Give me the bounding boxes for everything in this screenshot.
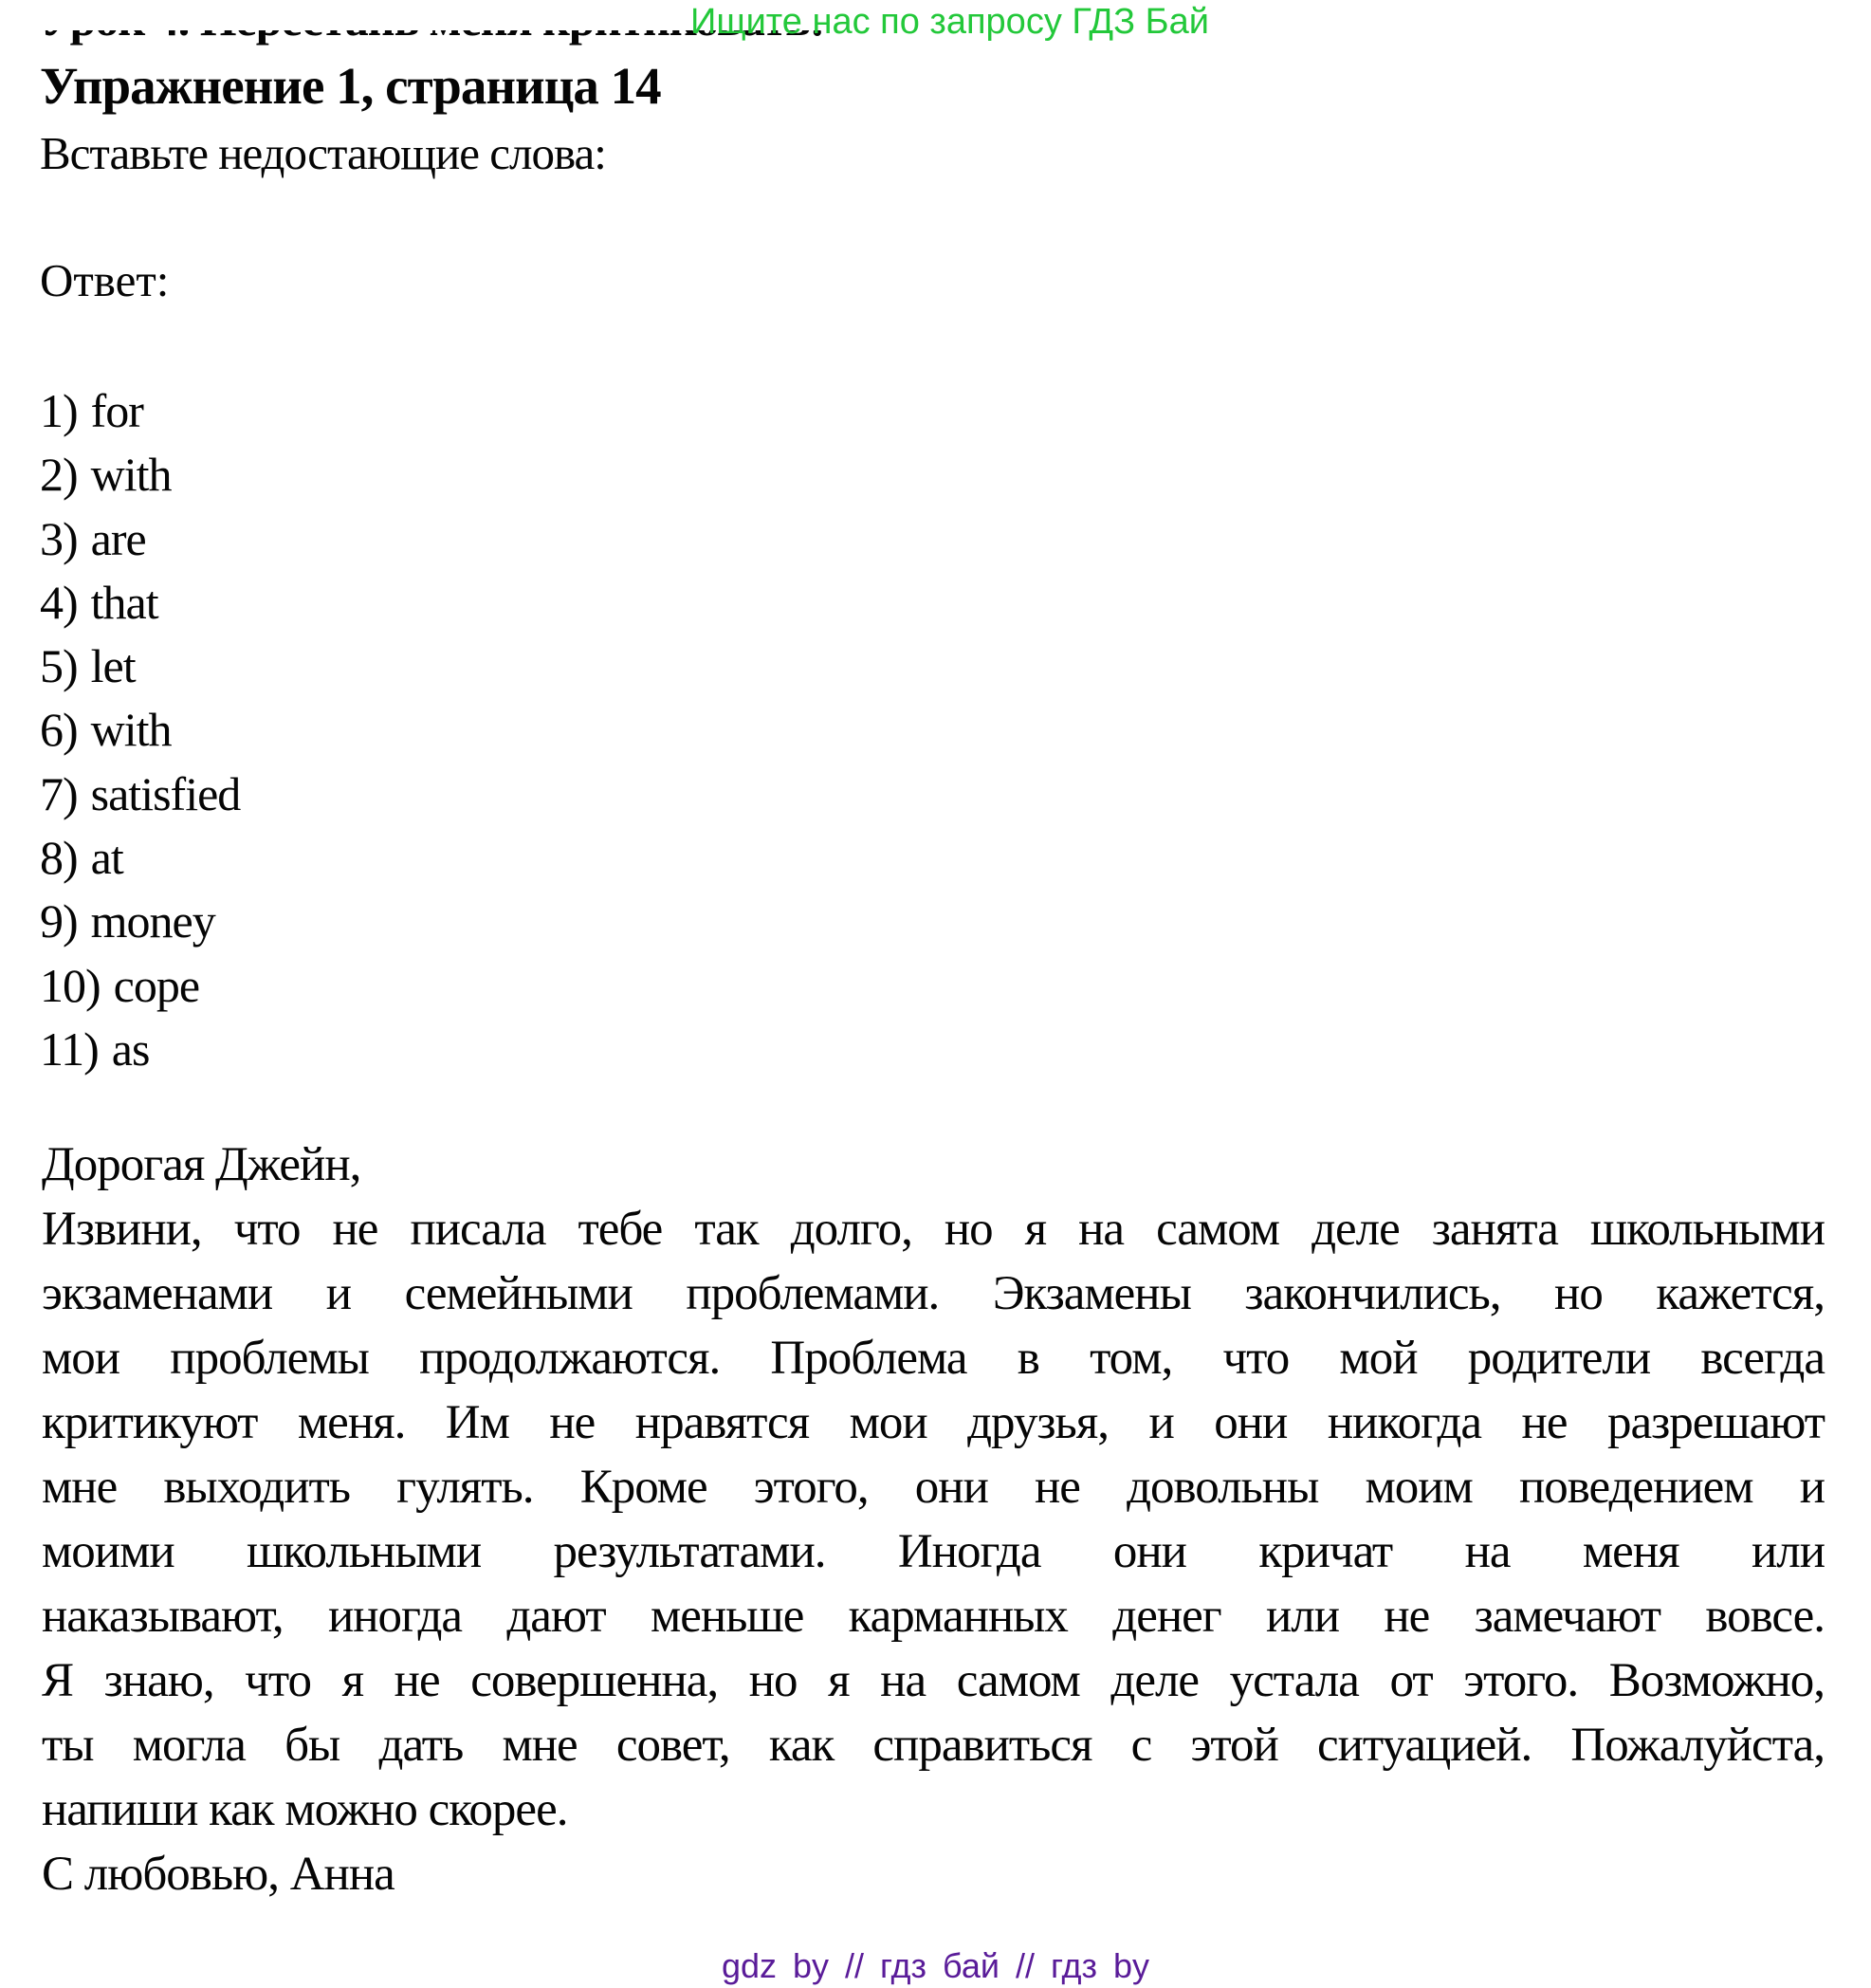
answer-number: 11) (40, 1022, 99, 1076)
answer-item (40, 890, 240, 953)
answer-word: that (90, 575, 158, 629)
letter-salutation: Дорогая Джейн, (42, 1138, 361, 1191)
letter-line: ты могла бы дать мне совет, как справиться с этой ситуацией. Пожалуйста, (42, 1719, 1825, 1772)
answer-item (40, 1018, 240, 1081)
answer-number: 9) (40, 894, 78, 948)
letter-line: Извини, что не писала тебе так долго, но я на самом деле занята школьными (42, 1203, 1825, 1256)
exercise-heading: Упражнение 1, страница 14 (40, 57, 661, 115)
letter-translation (42, 1132, 1825, 1906)
letter-line: напиши как можно скорее. (42, 1783, 568, 1836)
answer-word: as (111, 1022, 150, 1076)
answer-number: 8) (40, 831, 78, 885)
answer-word: cope (113, 958, 200, 1012)
answer-item (40, 763, 240, 826)
letter-body (42, 1197, 1825, 1842)
answer-item (40, 571, 240, 635)
answer-number: 1) (40, 384, 78, 437)
answer-word: satisfied (90, 766, 241, 820)
answer-word: for (90, 384, 143, 437)
letter-signature: С любовью, Анна (42, 1848, 394, 1901)
answer-word: with (90, 703, 172, 757)
task-instruction: Вставьте недостающие слова: (40, 127, 606, 179)
answer-word: with (90, 448, 172, 502)
answer-item (40, 954, 240, 1018)
answer-word: money (90, 894, 215, 948)
promo-banner-text: Ищите нас по запросу ГДЗ Бай (690, 2, 1209, 42)
answer-number: 5) (40, 639, 78, 693)
answer-item (40, 826, 240, 890)
answer-number: 2) (40, 448, 78, 502)
answer-item (40, 635, 240, 698)
answer-word: at (90, 831, 123, 885)
footer-search-queries[interactable]: gdz by // гдз бай // гдз by (721, 1946, 1150, 1985)
letter-line: Я знаю, что я не совершенна, но я на самом деле устала от этого. Возможно, (42, 1654, 1825, 1707)
answer-word: let (90, 639, 136, 693)
answer-item (40, 698, 240, 762)
answer-number: 3) (40, 511, 78, 565)
answer-label: Ответ: (40, 254, 170, 306)
letter-line: наказывают, иногда дают меньше карманных денег или не замечают вовсе. (42, 1590, 1825, 1643)
answer-number: 6) (40, 703, 78, 757)
answer-number: 7) (40, 766, 78, 820)
answer-number: 10) (40, 958, 101, 1012)
answer-item (40, 507, 240, 571)
answer-word: are (90, 511, 146, 565)
answers-list (40, 379, 240, 1081)
answer-item (40, 379, 240, 443)
letter-line: мои проблемы продолжаются. Проблема в том, что мой родители всегда (42, 1332, 1825, 1385)
answer-number: 4) (40, 575, 78, 629)
answer-item (40, 443, 240, 506)
letter-line: критикуют меня. Им не нравятся мои друзья, и они никогда не разрешают (42, 1396, 1825, 1449)
letter-line: моими школьными результатами. Иногда они кричат на меня или (42, 1525, 1825, 1578)
letter-line: экзаменами и семейными проблемами. Экзамены закончились, но кажется, (42, 1267, 1825, 1320)
letter-line: мне выходить гулять. Кроме этого, они не довольны моим поведением и (42, 1461, 1825, 1514)
